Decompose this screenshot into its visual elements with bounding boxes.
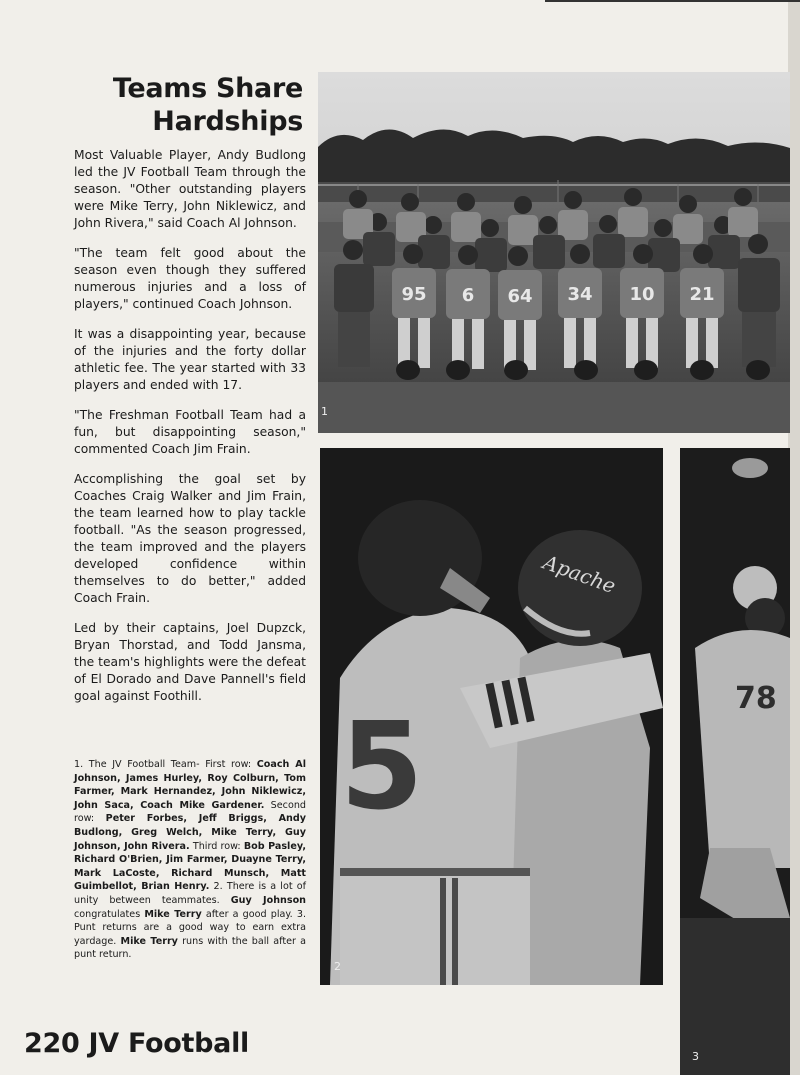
jersey-number: 95 [401,284,427,305]
page-folio: 220 JV Football [24,1028,250,1059]
svg-text:5: 5 [340,698,424,837]
jersey-number: 21 [689,284,715,305]
coach-figure [334,264,374,312]
story-body [74,147,306,718]
top-rule [545,0,800,2]
caption-names: Guy Johnson [230,894,307,906]
caption-names: Mike Terry [144,908,202,920]
headline-line-1: Teams Share [112,73,303,104]
jersey-number: 34 [567,284,593,305]
photo-number: 3 [692,1050,699,1063]
punt-return-photo [680,448,790,1075]
caption-names: Mike Terry [120,935,178,947]
story-paragraph: Led by their captains, Joel Dupzck, Bryan Thorstad, and Todd Jansma, the team's highlights were the defeat of El Dorado and Dave Pannell's field goal against Foothill. [74,621,306,703]
story-paragraph: "The Freshman Football Team had a fun, but disappointing season," commented Coach Jim Frain. [74,408,306,456]
caption-names: Coach Al Johnson, James Hurley, Roy Colburn, Tom Farmer, Mark Hernandez, John Niklewicz, John Saca, Coach Mike Gardener. [74,759,306,811]
caption-text: after a good play. 3. Punt returns are a good way to earn extra yardage. [74,908,307,947]
headline [60,72,303,138]
story-paragraph: It was a disappointing year, because of the injuries and the forty dollar athletic fee. The year started with 33 players and ended with 17. [74,327,306,392]
photo-caption [74,758,306,962]
caption-text: congratulates [74,908,145,920]
caption-names: Peter Forbes, Jeff Briggs, Andy Budlong, Greg Welch, Mike Terry, Guy Johnson, John Rivera. [74,813,306,852]
story-paragraph: "The team felt good about the season even though they suffered numerous injuries and a loss of players," continued Coach Johnson. [74,246,306,311]
caption-text: runs with the ball after a punt return. [74,935,307,961]
caption-names: Bob Pasley, Richard O'Brien, Jim Farmer, Duayne Terry, Mark LaCoste, Richard Munsch, Matt Guimbellot, Brian Henry. [74,840,306,893]
jersey-number: 6 [461,285,475,306]
caption-text: Second row: [74,799,306,825]
jersey-number: 10 [629,284,655,305]
jersey-number: 78 [735,681,777,716]
story-paragraph: Most Valuable Player, Andy Budlong led the JV Football Team through the season. "Other outstanding players were Mike Terry, John Niklewicz, and John Rivera," said Coach Al Johnson. [74,148,306,230]
photo-number: 2 [334,960,341,973]
helmet-text: Apache [540,549,619,599]
caption-text: Third row: [189,840,244,852]
caption-text: 1. The JV Football Team- First row: [74,759,257,770]
photo-number: 1 [321,405,328,418]
team-photo [318,72,790,433]
unity-photo [320,448,663,985]
story-paragraph: Accomplishing the goal set by Coaches Craig Walker and Jim Frain, the team learned how to play tackle football. "As the season progressed, the team improved and the players developed confidence within themselves to do better," added Coach Frain. [74,472,306,605]
headline-line-2: Hardships [152,106,303,137]
caption-text: 2. There is a lot of unity between teammates. [74,881,306,906]
jersey-number: 64 [507,286,533,307]
